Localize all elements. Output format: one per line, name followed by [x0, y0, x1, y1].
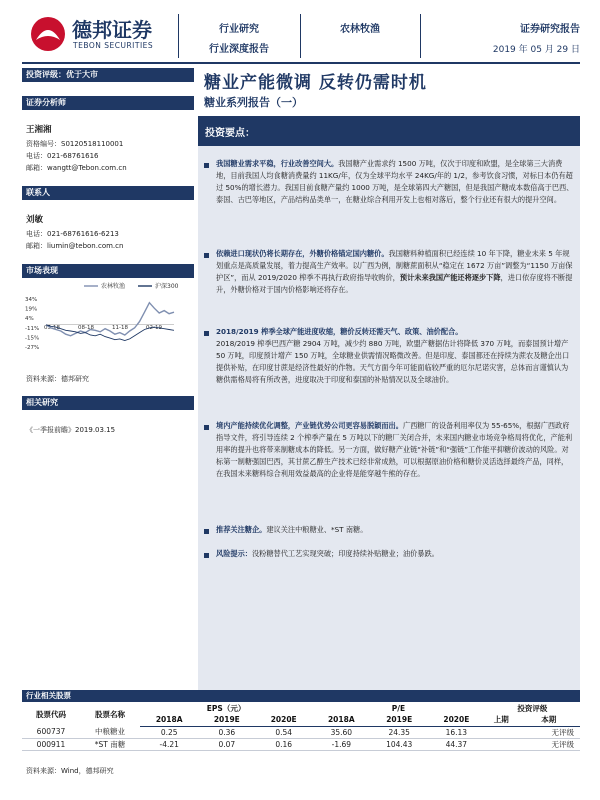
- key-point-body: 广西糖厂的设备利用率仅为 55-65%，根据广西政府指导文件，将引导连续 2 个榨季产量在 5 万吨以下的糖厂关闭合并，未来国内糖业市场竞争格局将优化，产能利用率的提升也将带来制糖成本的降低。另一方面，做好糖产业链“补链”和“强链”工作能平抑糖价波动的风险。对标第一制糖强国巴西，其甘蔗乙醇生产技术已经非常成熟，可以根据原油价格和糖价灵活选择最终产品，同样，在我国未来糖料综合利用效益最高的企业将是能穿越牛熊的存在。: [216, 421, 573, 478]
- x-tick-label: 02-19: [146, 324, 162, 331]
- year-header: 2019E: [198, 714, 255, 726]
- key-point: [216, 158, 574, 206]
- related-stocks-table: [22, 702, 580, 751]
- eps-header: EPS（元）: [206, 703, 246, 713]
- key-point-lead: 推荐关注糖企。: [216, 525, 267, 534]
- related-report-link[interactable]: 《一季报前瞻》2019.03.15: [26, 426, 116, 434]
- legend-label: 沪深300: [155, 283, 179, 290]
- key-point-body: 没粉糖替代工艺实现突破；印度持续补贴糖业；油价暴跌。: [251, 549, 439, 558]
- eps-value: 0.54: [255, 726, 312, 738]
- key-points-label: 投资要点：: [205, 128, 255, 139]
- key-point-body: 我国糖产业需求约 1500 万吨，仅次于印度和欧盟，是全球第三大消费地，目前我国人均食糖消费量约 11KG/年，仅为全球平均水平 24KG/年的 1/2，参考饮食习惯，对标日本仍有超过 50%的增长潜力。我国目前食糖产量约 1000 万吨，是全球第四大产糖国，但是我国产糖成本数倍高于巴西、泰国、古巴等地区，产品结构品类单一，在糖业综合利用开发上也相对落后，整个行业还有很大的提升空间。: [216, 159, 574, 204]
- rating-prev: [485, 726, 518, 738]
- pe-value: -1.69: [312, 738, 370, 750]
- key-points-header: [198, 116, 580, 146]
- year-header: 2018A: [140, 714, 198, 726]
- stock-code: 000911: [22, 738, 80, 750]
- key-point-lead: 依赖进口现状仍将长期存在，外糖价格锚定国内糖价。: [216, 249, 389, 258]
- pe-value: 16.13: [428, 726, 485, 738]
- logo-emblem-icon: [28, 14, 68, 54]
- series-line: [46, 325, 174, 341]
- year-header: 2019E: [371, 714, 428, 726]
- y-tick-label: 19%: [25, 306, 38, 313]
- header-industry-research: 行业研究: [219, 24, 259, 35]
- eps-value: -4.21: [140, 738, 198, 750]
- report-title: 糖业产能微调 反转仍需时机: [204, 73, 427, 93]
- market-heading: 市场表现: [22, 264, 194, 278]
- key-point-body-tail: ，进口依存度将不断提升，外糖价格对于国内价格影响还将存在。: [216, 273, 573, 294]
- y-tick-label: -15%: [25, 335, 40, 342]
- eps-value: 0.25: [140, 726, 198, 738]
- key-point-lead: 我国糖业需求平稳，行业改善空间大。: [216, 159, 339, 168]
- header-rule: [22, 62, 580, 64]
- rating-prev: [485, 738, 518, 750]
- bullet-icon: [204, 425, 209, 430]
- rating-bar: 投资评级：优于大市: [22, 68, 194, 82]
- analyst-phone: 电话：021-68761616: [26, 152, 99, 160]
- eps-value: 0.07: [198, 738, 255, 750]
- rating-curr: 无评级: [518, 738, 580, 750]
- header-report-type: 证券研究报告: [520, 24, 580, 35]
- x-tick-label: 11-18: [112, 324, 128, 331]
- key-point: [216, 248, 574, 296]
- eps-value: 0.16: [255, 738, 312, 750]
- logo-text-cn: 德邦证券: [72, 18, 152, 42]
- key-point: [216, 548, 574, 560]
- market-performance-chart: [24, 280, 194, 362]
- bullet-icon: [204, 331, 209, 336]
- y-tick-label: -27%: [25, 345, 40, 351]
- pe-value: 35.60: [312, 726, 370, 738]
- pe-header: P/E: [391, 703, 406, 713]
- bullet-icon: [204, 163, 209, 168]
- related-heading: 相关研究: [22, 396, 194, 410]
- analyst-email[interactable]: 邮箱：wangtt@Tebon.com.cn: [26, 164, 127, 172]
- header-industry-in-depth: 行业深度报告: [209, 44, 269, 55]
- x-tick-label: 08-18: [78, 324, 94, 331]
- series-line: [46, 303, 174, 336]
- stock-name: 中粮糖业: [80, 726, 140, 738]
- key-point-lead: 境内产能持续优化调整，产业链优势公司更容易脱颖而出。: [216, 421, 403, 430]
- y-tick-label: 34%: [25, 297, 38, 303]
- key-point-emphasis: 预计未来我国产能还将逐步下降: [399, 273, 501, 282]
- key-point-body: 我国糖料种植面积已经连续 10 年下降，糖业未来 5 年规划重点是高质量发展，着力提高生产效率。以广西为例，制糖蔗面积从“稳定在 1672 万亩”调整为“1150 万亩保护区”，而从 2019/2020 榨季不再执行政府指导收购价，: [216, 249, 573, 282]
- header-date: 2019 年 05 月 29 日: [492, 45, 580, 55]
- chart-source: 资料来源：德邦研究: [26, 375, 89, 383]
- analyst-cert: 资格编号：S0120518110001: [26, 140, 124, 148]
- key-point-body: 建议关注中粮糖业、*ST 南糖。: [266, 525, 368, 534]
- year-header: 2020E: [255, 714, 312, 726]
- header-divider: [420, 14, 421, 58]
- bullet-icon: [204, 553, 209, 558]
- pe-value: 24.35: [371, 726, 428, 738]
- table-row: [22, 738, 580, 750]
- pe-value: 44.37: [428, 738, 485, 750]
- table-row: [22, 726, 580, 738]
- analyst-name: 王湘湘: [26, 125, 52, 135]
- rating-header: 投资评级: [517, 703, 548, 713]
- bullet-icon: [204, 529, 209, 534]
- stock-code: 600737: [22, 726, 80, 738]
- table-source: 资料来源：Wind，德邦研究: [26, 767, 114, 775]
- header-sector: 农林牧渔: [340, 24, 380, 35]
- key-point: [216, 524, 574, 536]
- key-point-body: 2018/2019 榨季巴西产糖 2904 万吨，减少约 880 万吨，欧盟产糖据估计将降低 370 万吨，而泰国预计增产 50 万吨，印度预计增产 150 万吨，全球糖业供需情况略微改善。但是印度、泰国都还在持续为蔗农及糖企出口提供补贴，在印度甘蔗是经济性最好的作物。天气方面今年可能面临较严重的厄尔尼诺灾害，总体而言谨慎认为糖供需格局将有所改善，进度取决于印度和泰国的补贴情况以及全球油价。: [216, 339, 570, 384]
- pe-value: 104.43: [371, 738, 428, 750]
- col-name-header: 股票名称: [95, 709, 125, 719]
- header-divider: [300, 14, 301, 58]
- key-point-lead: 2018/2019 榨季全球产能进度收缩，糖价反转还需天气、政策、油价配合。: [216, 327, 463, 336]
- related-stocks-heading: 行业相关股票: [22, 690, 580, 702]
- contact-phone: 电话：021-68761616-6213: [26, 230, 119, 238]
- rating-curr: 无评级: [518, 726, 580, 738]
- key-point: [216, 326, 574, 386]
- contact-email[interactable]: 邮箱：liumin@tebon.com.cn: [26, 242, 124, 250]
- company-logo: [28, 14, 168, 54]
- rating-prev-header: 上期: [485, 714, 518, 726]
- year-header: 2020E: [428, 714, 485, 726]
- col-code-header: 股票代码: [36, 709, 66, 719]
- report-subtitle: 糖业系列报告（一）: [204, 96, 303, 109]
- y-tick-label: 4%: [25, 316, 34, 323]
- contact-heading: 联系人: [22, 186, 194, 200]
- bullet-icon: [204, 253, 209, 258]
- year-header: 2018A: [312, 714, 370, 726]
- rating-curr-header: 本期: [518, 714, 580, 726]
- legend-label: 农林牧渔: [101, 283, 126, 290]
- analyst-heading: 证券分析师: [22, 96, 194, 110]
- eps-value: 0.36: [198, 726, 255, 738]
- y-tick-label: -11%: [25, 325, 40, 332]
- logo-text-en: TEBON SECURITIES: [73, 41, 154, 50]
- key-point: [216, 420, 574, 480]
- key-point-lead: 风险提示：: [216, 549, 252, 558]
- x-tick-label: 05-18: [44, 324, 60, 331]
- header-divider: [178, 14, 179, 58]
- stock-name: *ST 南糖: [80, 738, 140, 750]
- contact-name: 刘敏: [26, 215, 44, 225]
